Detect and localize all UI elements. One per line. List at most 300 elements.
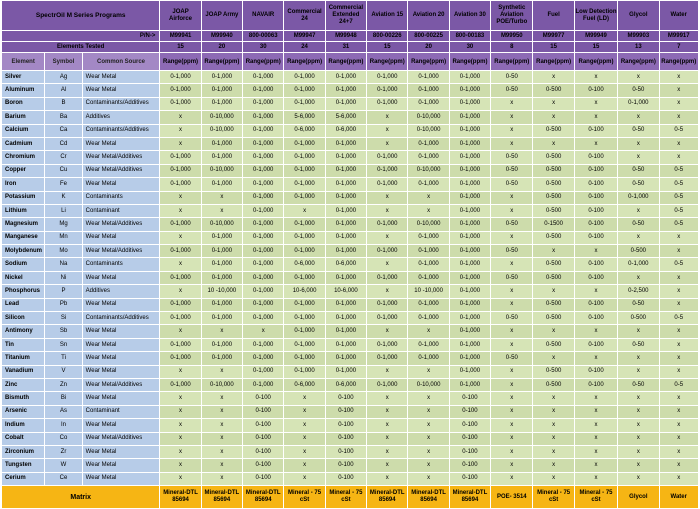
range-column-header: Range(ppm) bbox=[574, 53, 617, 71]
range-value: x bbox=[367, 365, 408, 378]
common-source: Wear Metal bbox=[82, 231, 160, 244]
table-row bbox=[2, 298, 699, 311]
range-value: x bbox=[491, 365, 533, 378]
range-value: x bbox=[491, 392, 533, 405]
range-value: 0-1,000 bbox=[160, 97, 201, 110]
range-value: x bbox=[533, 352, 574, 365]
table-row bbox=[2, 124, 699, 137]
range-value: x bbox=[160, 459, 201, 472]
range-value: x bbox=[533, 111, 574, 124]
range-value: 0-100 bbox=[574, 124, 617, 137]
element-name: Lead bbox=[2, 298, 45, 311]
element-symbol: Ag bbox=[45, 71, 82, 84]
range-value: 0-10,000 bbox=[408, 124, 449, 137]
range-value: 0-1,000 bbox=[243, 285, 284, 298]
common-source: Wear Metal/Additives bbox=[82, 245, 160, 258]
table-row bbox=[2, 378, 699, 391]
range-value: 0-50 bbox=[618, 378, 659, 391]
range-value: 0-100 bbox=[574, 84, 617, 97]
range-value: x bbox=[659, 419, 698, 432]
range-value: 0-1,000 bbox=[408, 298, 449, 311]
range-value: x bbox=[367, 392, 408, 405]
range-value: 0-500 bbox=[533, 204, 574, 217]
common-source: Wear Metal bbox=[82, 472, 160, 485]
range-value: x bbox=[618, 204, 659, 217]
range-value: x bbox=[408, 432, 449, 445]
element-name: Tungsten bbox=[2, 459, 45, 472]
range-value: 0-50 bbox=[491, 71, 533, 84]
program-element-count: 30 bbox=[449, 42, 490, 53]
range-value: x bbox=[284, 392, 325, 405]
element-symbol: Al bbox=[45, 84, 82, 97]
range-value: x bbox=[659, 445, 698, 458]
range-value: x bbox=[533, 71, 574, 84]
range-value: 0-5 bbox=[659, 204, 698, 217]
range-value: x bbox=[160, 204, 201, 217]
range-value: 0-1,000 bbox=[284, 191, 325, 204]
program-name: Water bbox=[659, 1, 698, 31]
range-value: x bbox=[160, 191, 201, 204]
matrix-value: Mineral-DTL 85694 bbox=[243, 486, 284, 509]
range-value: 0-100 bbox=[574, 164, 617, 177]
table-row bbox=[2, 111, 699, 124]
program-part-number: 800-00226 bbox=[367, 31, 408, 42]
element-symbol: Ni bbox=[45, 271, 82, 284]
range-value: x bbox=[160, 405, 201, 418]
range-value: x bbox=[408, 191, 449, 204]
range-value: 0-1,000 bbox=[325, 218, 366, 231]
range-value: x bbox=[574, 97, 617, 110]
range-value: 0-5 bbox=[659, 191, 698, 204]
element-symbol: Si bbox=[45, 312, 82, 325]
range-value: x bbox=[491, 137, 533, 150]
range-value: 0-1,000 bbox=[449, 231, 490, 244]
table-row bbox=[2, 164, 699, 177]
range-value: 0-1,000 bbox=[201, 298, 242, 311]
range-value: 0-1,000 bbox=[284, 137, 325, 150]
program-name: Commercial Extended 24+7 bbox=[325, 1, 366, 31]
element-symbol: Sb bbox=[45, 325, 82, 338]
range-value: 0-50 bbox=[491, 352, 533, 365]
element-symbol: Mg bbox=[45, 218, 82, 231]
range-value: 10-6,000 bbox=[284, 285, 325, 298]
range-value: 0-100 bbox=[574, 218, 617, 231]
program-part-number: 800-00225 bbox=[408, 31, 449, 42]
range-value: 0-1,000 bbox=[325, 97, 366, 110]
range-value: x bbox=[533, 419, 574, 432]
range-value: 0-1,000 bbox=[408, 338, 449, 351]
range-value: 0-1,000 bbox=[408, 151, 449, 164]
range-value: 0-500 bbox=[533, 312, 574, 325]
range-value: x bbox=[618, 392, 659, 405]
range-value: x bbox=[201, 325, 242, 338]
range-value: x bbox=[574, 419, 617, 432]
range-value: 0-5 bbox=[659, 164, 698, 177]
element-name: Arsenic bbox=[2, 405, 45, 418]
range-value: 0-1,000 bbox=[325, 338, 366, 351]
range-value: 0-1,000 bbox=[284, 325, 325, 338]
range-value: 0-1,000 bbox=[449, 378, 490, 391]
range-value: x bbox=[659, 432, 698, 445]
range-value: x bbox=[284, 445, 325, 458]
range-value: x bbox=[574, 285, 617, 298]
range-value: 0-1,000 bbox=[243, 84, 284, 97]
element-name: Copper bbox=[2, 164, 45, 177]
range-value: 0-500 bbox=[533, 164, 574, 177]
range-value: 0-1,000 bbox=[284, 178, 325, 191]
element-symbol: P bbox=[45, 285, 82, 298]
element-name: Iron bbox=[2, 178, 45, 191]
program-element-count: 7 bbox=[659, 42, 698, 53]
range-value: 0-10,000 bbox=[201, 378, 242, 391]
element-name: Sodium bbox=[2, 258, 45, 271]
range-value: 0-1,000 bbox=[160, 151, 201, 164]
program-part-number: M99977 bbox=[533, 31, 574, 42]
range-value: 0-500 bbox=[533, 231, 574, 244]
range-value: 0-1,000 bbox=[449, 191, 490, 204]
range-value: x bbox=[574, 71, 617, 84]
range-value: x bbox=[160, 325, 201, 338]
range-value: x bbox=[618, 459, 659, 472]
range-value: 0-1,000 bbox=[201, 84, 242, 97]
range-value: 0-500 bbox=[533, 258, 574, 271]
table-row bbox=[2, 245, 699, 258]
range-value: 0-1,000 bbox=[160, 352, 201, 365]
range-value: 0-100 bbox=[325, 472, 366, 485]
matrix-value: Mineral-DTL 85694 bbox=[408, 486, 449, 509]
range-value: 0-50 bbox=[618, 298, 659, 311]
range-value: x bbox=[659, 84, 698, 97]
range-value: x bbox=[491, 204, 533, 217]
table-row bbox=[2, 258, 699, 271]
range-value: 0-1,000 bbox=[325, 151, 366, 164]
range-value: 0-100 bbox=[325, 459, 366, 472]
range-value: 0-1,000 bbox=[201, 178, 242, 191]
element-symbol: V bbox=[45, 365, 82, 378]
element-name: Titanium bbox=[2, 352, 45, 365]
range-column-header: Range(ppm) bbox=[491, 53, 533, 71]
table-row bbox=[2, 392, 699, 405]
range-value: x bbox=[659, 325, 698, 338]
range-value: 0-1,000 bbox=[449, 124, 490, 137]
range-value: x bbox=[491, 338, 533, 351]
range-value: 0-10,000 bbox=[201, 111, 242, 124]
table-row bbox=[2, 218, 699, 231]
range-value: 0-1,000 bbox=[408, 352, 449, 365]
range-value: x bbox=[659, 271, 698, 284]
element-symbol: Ti bbox=[45, 352, 82, 365]
range-value: 0-10,000 bbox=[201, 124, 242, 137]
range-value: x bbox=[659, 111, 698, 124]
element-name: Vanadium bbox=[2, 365, 45, 378]
element-symbol: Pb bbox=[45, 298, 82, 311]
range-value: x bbox=[160, 137, 201, 150]
range-value: 0-100 bbox=[574, 178, 617, 191]
range-value: 0-100 bbox=[449, 392, 490, 405]
range-value: x bbox=[201, 459, 242, 472]
range-value: x bbox=[659, 71, 698, 84]
table-row bbox=[2, 71, 699, 84]
elements-tested-row bbox=[2, 42, 699, 53]
range-value: 5-6,000 bbox=[284, 111, 325, 124]
range-value: 0-100 bbox=[325, 419, 366, 432]
range-value: 0-500 bbox=[533, 124, 574, 137]
range-value: x bbox=[367, 191, 408, 204]
range-value: x bbox=[491, 432, 533, 445]
range-value: 0-1,000 bbox=[243, 352, 284, 365]
range-value: 0-1,000 bbox=[284, 298, 325, 311]
range-value: 0-5 bbox=[659, 378, 698, 391]
element-column-header: Element bbox=[2, 53, 45, 71]
common-source: Wear Metal bbox=[82, 178, 160, 191]
element-symbol: Co bbox=[45, 432, 82, 445]
range-value: 0-500 bbox=[533, 378, 574, 391]
range-value: 0-1,000 bbox=[243, 298, 284, 311]
common-source: Wear Metal bbox=[82, 365, 160, 378]
range-value: 0-1,000 bbox=[160, 71, 201, 84]
common-source: Contaminants bbox=[82, 191, 160, 204]
range-value: x bbox=[201, 392, 242, 405]
range-value: x bbox=[160, 365, 201, 378]
range-value: x bbox=[618, 432, 659, 445]
common-source: Wear Metal/Additives bbox=[82, 432, 160, 445]
program-part-number: M99940 bbox=[201, 31, 242, 42]
range-value: 0-100 bbox=[574, 312, 617, 325]
range-column-header: Range(ppm) bbox=[284, 53, 325, 71]
range-value: 0-1,000 bbox=[160, 271, 201, 284]
range-value: 0-1,000 bbox=[160, 84, 201, 97]
table-row bbox=[2, 432, 699, 445]
range-value: x bbox=[408, 365, 449, 378]
range-value: 0-100 bbox=[574, 271, 617, 284]
program-part-number: M99950 bbox=[491, 31, 533, 42]
program-name: Fuel bbox=[533, 1, 574, 31]
range-value: x bbox=[618, 445, 659, 458]
range-value: 0-1,000 bbox=[408, 137, 449, 150]
symbol-column-header: Symbol bbox=[45, 53, 82, 71]
range-value: x bbox=[533, 325, 574, 338]
range-value: x bbox=[491, 405, 533, 418]
matrix-value: POE- 3514 bbox=[491, 486, 533, 509]
program-name: Aviation 15 bbox=[367, 1, 408, 31]
range-value: x bbox=[533, 392, 574, 405]
element-name: Antimony bbox=[2, 325, 45, 338]
range-value: x bbox=[618, 472, 659, 485]
range-value: 0-1,000 bbox=[325, 137, 366, 150]
element-symbol: Na bbox=[45, 258, 82, 271]
program-part-number: M99941 bbox=[160, 31, 201, 42]
range-value: 0-1,000 bbox=[284, 231, 325, 244]
part-number-row bbox=[2, 31, 699, 42]
range-value: x bbox=[659, 231, 698, 244]
range-value: 0-50 bbox=[491, 164, 533, 177]
range-value: x bbox=[533, 285, 574, 298]
range-value: x bbox=[574, 472, 617, 485]
range-value: 0-1,000 bbox=[449, 137, 490, 150]
range-value: 0-6,000 bbox=[284, 258, 325, 271]
program-name: JOAP Airforce bbox=[160, 1, 201, 31]
range-value: x bbox=[491, 285, 533, 298]
program-part-number: M99947 bbox=[284, 31, 325, 42]
table-row bbox=[2, 338, 699, 351]
range-value: 0-500 bbox=[533, 178, 574, 191]
range-value: 0-500 bbox=[533, 271, 574, 284]
range-value: x bbox=[408, 204, 449, 217]
program-name: Aviation 20 bbox=[408, 1, 449, 31]
common-source: Wear Metal bbox=[82, 459, 160, 472]
range-value: x bbox=[491, 191, 533, 204]
range-value: 0-1,000 bbox=[243, 378, 284, 391]
range-value: x bbox=[491, 124, 533, 137]
range-value: 10-6,000 bbox=[325, 285, 366, 298]
range-value: 0-1,000 bbox=[160, 298, 201, 311]
range-value: x bbox=[367, 325, 408, 338]
range-value: 0-1,000 bbox=[367, 378, 408, 391]
range-value: 0-50 bbox=[491, 84, 533, 97]
common-source: Wear Metal bbox=[82, 419, 160, 432]
range-value: 0-6,000 bbox=[284, 124, 325, 137]
table-row bbox=[2, 352, 699, 365]
range-value: 0-1,000 bbox=[325, 164, 366, 177]
range-value: x bbox=[367, 137, 408, 150]
range-value: 0-1,000 bbox=[160, 245, 201, 258]
common-source: Contaminants/Additives bbox=[82, 97, 160, 110]
range-value: 0-1,000 bbox=[160, 164, 201, 177]
range-value: 0-100 bbox=[449, 419, 490, 432]
range-value: x bbox=[533, 472, 574, 485]
element-name: Potassium bbox=[2, 191, 45, 204]
range-value: x bbox=[574, 325, 617, 338]
range-value: 0-1,000 bbox=[325, 352, 366, 365]
range-value: x bbox=[491, 445, 533, 458]
range-value: 0-1,000 bbox=[367, 338, 408, 351]
range-value: x bbox=[284, 419, 325, 432]
range-value: 0-1,000 bbox=[325, 191, 366, 204]
range-value: 0-1,000 bbox=[243, 178, 284, 191]
range-value: x bbox=[367, 419, 408, 432]
element-symbol: Mn bbox=[45, 231, 82, 244]
element-symbol: W bbox=[45, 459, 82, 472]
range-value: 0-100 bbox=[449, 405, 490, 418]
program-element-count: 15 bbox=[160, 42, 201, 53]
range-value: 0-50 bbox=[618, 164, 659, 177]
range-value: x bbox=[367, 111, 408, 124]
range-value: 0-1,000 bbox=[367, 71, 408, 84]
range-value: 0-500 bbox=[533, 338, 574, 351]
range-value: 0-100 bbox=[574, 231, 617, 244]
element-symbol: Mo bbox=[45, 245, 82, 258]
table-row bbox=[2, 97, 699, 110]
element-name: Lithium bbox=[2, 204, 45, 217]
range-value: 0-1,000 bbox=[243, 137, 284, 150]
element-name: Silver bbox=[2, 71, 45, 84]
range-value: 0-50 bbox=[491, 271, 533, 284]
range-value: x bbox=[408, 459, 449, 472]
range-value: x bbox=[574, 392, 617, 405]
range-value: x bbox=[574, 445, 617, 458]
range-value: 0-1,000 bbox=[449, 285, 490, 298]
element-symbol: Fe bbox=[45, 178, 82, 191]
range-value: x bbox=[659, 137, 698, 150]
range-column-header: Range(ppm) bbox=[160, 53, 201, 71]
common-source: Wear Metal/Additives bbox=[82, 151, 160, 164]
range-value: 0-1,000 bbox=[449, 151, 490, 164]
range-value: 0-100 bbox=[243, 459, 284, 472]
range-value: 0-1,000 bbox=[284, 312, 325, 325]
range-value: x bbox=[491, 472, 533, 485]
range-value: x bbox=[408, 405, 449, 418]
matrix-value: Mineral-DTL 85694 bbox=[201, 486, 242, 509]
range-value: 0-1,000 bbox=[367, 218, 408, 231]
range-value: 0-100 bbox=[243, 432, 284, 445]
range-value: 0-1,000 bbox=[408, 258, 449, 271]
range-value: x bbox=[659, 245, 698, 258]
range-column-header: Range(ppm) bbox=[325, 53, 366, 71]
range-value: 0-1,000 bbox=[325, 365, 366, 378]
range-value: 0-1,000 bbox=[408, 231, 449, 244]
range-value: 0-1,000 bbox=[243, 271, 284, 284]
program-name: Aviation 30 bbox=[449, 1, 490, 31]
range-value: x bbox=[201, 365, 242, 378]
range-value: x bbox=[618, 137, 659, 150]
range-value: x bbox=[618, 352, 659, 365]
range-value: x bbox=[574, 432, 617, 445]
common-source: Contaminants/Additives bbox=[82, 312, 160, 325]
range-value: 5-6,000 bbox=[325, 111, 366, 124]
range-value: x bbox=[659, 352, 698, 365]
range-value: 0-1,000 bbox=[284, 151, 325, 164]
range-column-header: Range(ppm) bbox=[618, 53, 659, 71]
range-value: 0-1,000 bbox=[325, 312, 366, 325]
table-row bbox=[2, 472, 699, 485]
matrix-value: Mineral-DTL 85694 bbox=[449, 486, 490, 509]
range-value: 0-1,000 bbox=[243, 218, 284, 231]
common-source: Wear Metal bbox=[82, 84, 160, 97]
range-value: 0-6,000 bbox=[325, 258, 366, 271]
range-value: x bbox=[160, 419, 201, 432]
range-value: x bbox=[367, 231, 408, 244]
range-value: 0-100 bbox=[574, 298, 617, 311]
range-value: 0-10,000 bbox=[408, 378, 449, 391]
table-row bbox=[2, 445, 699, 458]
common-source: Additives bbox=[82, 111, 160, 124]
range-value: x bbox=[201, 472, 242, 485]
range-value: x bbox=[367, 445, 408, 458]
range-value: x bbox=[618, 231, 659, 244]
range-value: x bbox=[659, 97, 698, 110]
program-element-count: 15 bbox=[574, 42, 617, 53]
range-value: 0-100 bbox=[574, 378, 617, 391]
range-value: x bbox=[201, 445, 242, 458]
table-row bbox=[2, 231, 699, 244]
range-value: x bbox=[201, 419, 242, 432]
range-value: 0-10,000 bbox=[201, 218, 242, 231]
common-source: Wear Metal/Additives bbox=[82, 218, 160, 231]
range-value: 0-50 bbox=[618, 84, 659, 97]
range-value: 0-1,000 bbox=[160, 312, 201, 325]
range-value: 0-10,000 bbox=[201, 164, 242, 177]
range-value: x bbox=[574, 245, 617, 258]
range-value: 0-1,000 bbox=[243, 204, 284, 217]
range-value: x bbox=[408, 419, 449, 432]
range-value: 0-100 bbox=[574, 151, 617, 164]
range-column-header: Range(ppm) bbox=[533, 53, 574, 71]
range-value: x bbox=[367, 432, 408, 445]
range-value: 0-1,000 bbox=[243, 338, 284, 351]
program-part-number: M99948 bbox=[325, 31, 366, 42]
range-value: 0-1,000 bbox=[367, 271, 408, 284]
range-value: 0-1,000 bbox=[201, 338, 242, 351]
